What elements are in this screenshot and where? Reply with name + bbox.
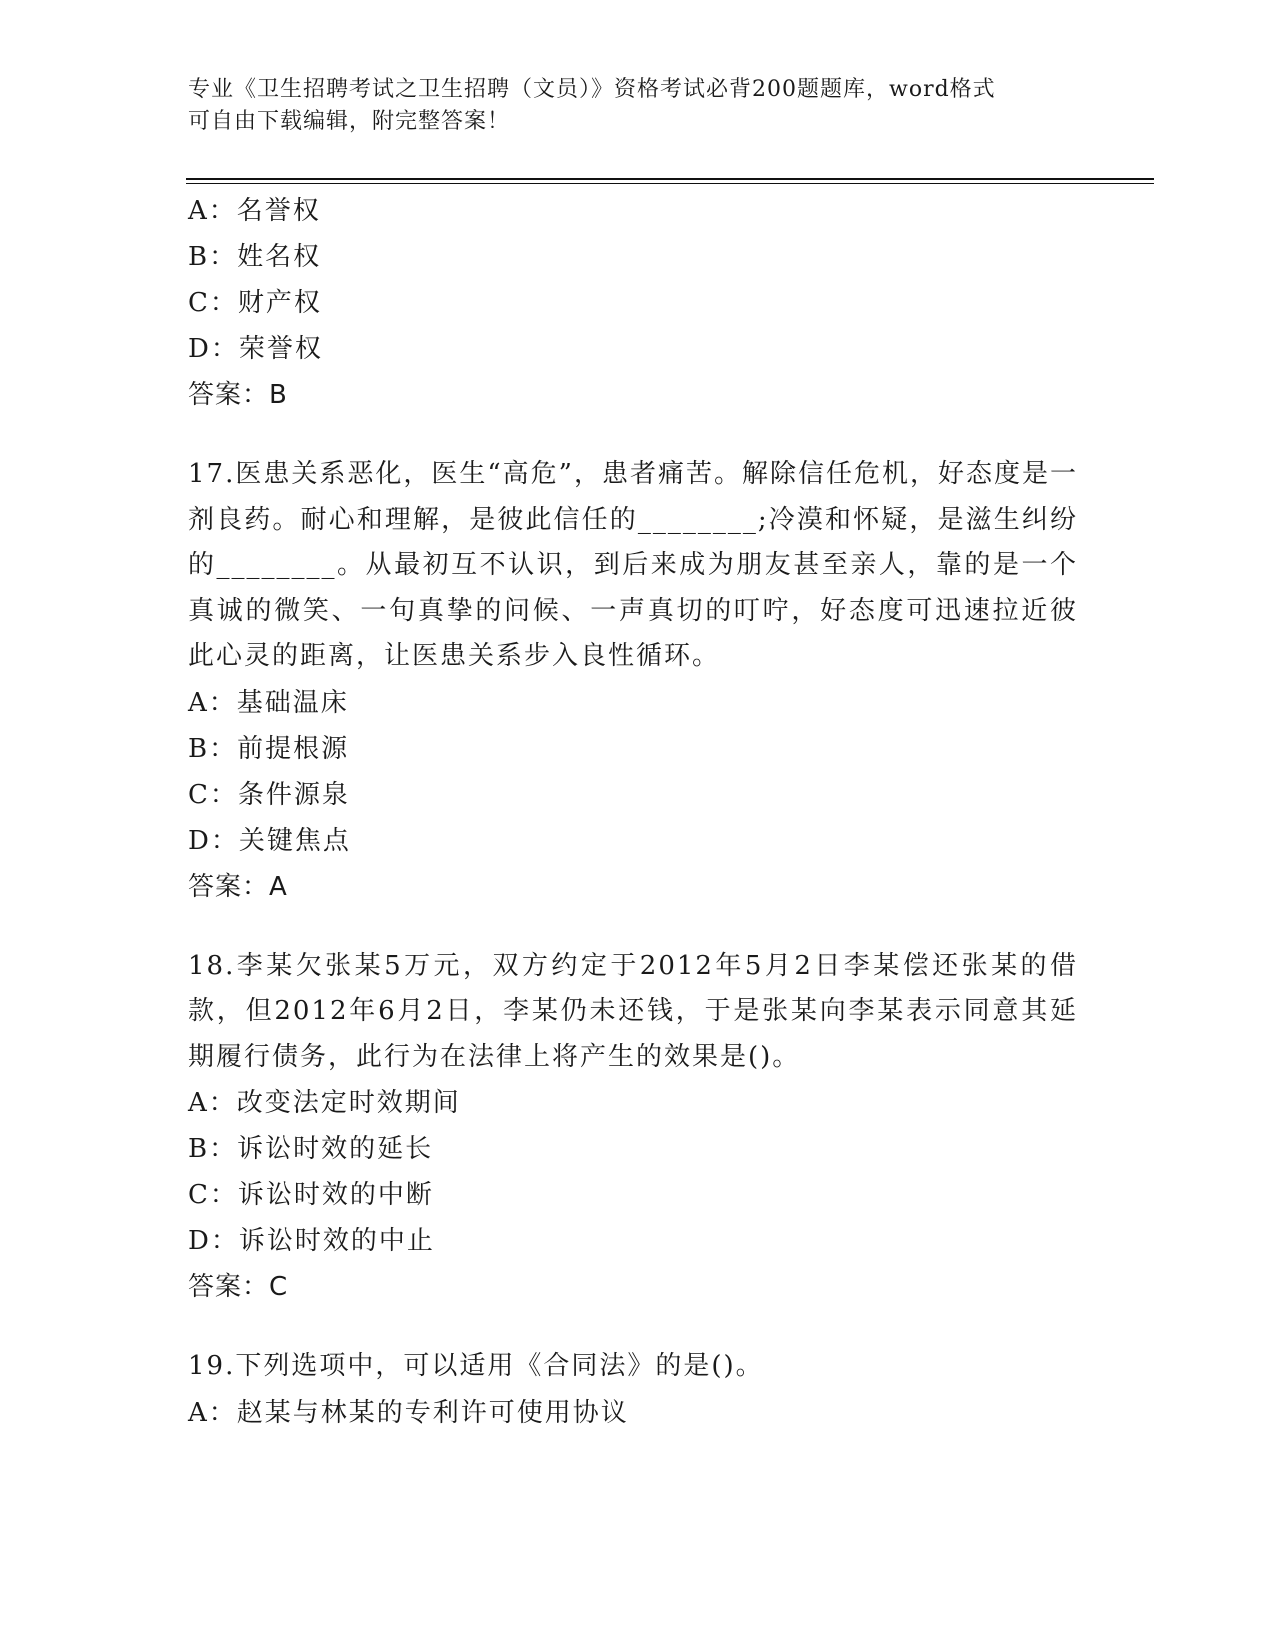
header-line-2: 可自由下载编辑，附完整答案！ [188,109,511,134]
option-b: B：诉讼时效的延长 [188,1134,434,1164]
option-d: D：诉讼时效的中止 [188,1226,435,1256]
option-a: A：名誉权 [188,196,321,226]
header-divider-thin [186,183,1154,184]
question-stem: 17.医患关系恶化，医生“高危”，患者痛苦。解除信任危机，好态度是一剂良药。耐心和理解，是彼此信任的________;冷漠和怀疑，是滋生纠纷的________。从最初互不认识，到后来成为朋友甚至亲人，靠的是一个真诚的微笑、一句真挚的问候、一声真切的叮咛，好态度可迅速拉近彼此心灵的距离，让医患关系步入良性循环。 [188,459,1078,671]
option-c: C：诉讼时效的中断 [188,1180,434,1210]
answer: 答案：A [188,871,288,902]
question-18 [188,944,1078,1311]
option-a: A：改变法定时效期间 [188,1088,461,1118]
question-stem: 18.李某欠张某5万元，双方约定于2012年5月2日李某偿还张某的借款，但2012年6月2日，李某仍未还钱，于是张某向李某表示同意其延期履行债务，此行为在法律上将产生的效果是()。 [188,950,1078,1072]
option-d: D：荣誉权 [188,334,323,364]
question-stem: 19.下列选项中，可以适用《合同法》的是()。 [188,1351,764,1381]
question-16 [188,188,1078,418]
answer: 答案：C [188,1272,289,1302]
page-header [188,74,1088,138]
option-c: C：财产权 [188,288,322,318]
option-d: D：关键焦点 [188,825,351,856]
question-17 [188,452,1078,910]
option-a: A：基础温床 [188,687,349,718]
option-a: A：赵某与林某的专利许可使用协议 [188,1397,629,1428]
option-c: C：条件源泉 [188,779,350,810]
answer: 答案：B [188,380,288,410]
option-b: B：前提根源 [188,733,350,764]
option-b: B：姓名权 [188,242,322,272]
document-body [188,188,1078,1436]
header-divider-thick [186,178,1154,180]
question-19 [188,1344,1078,1436]
header-line-1: 专业《卫生招聘考试之卫生招聘（文员）》资格考试必背200题题库，word格式 [188,77,996,102]
